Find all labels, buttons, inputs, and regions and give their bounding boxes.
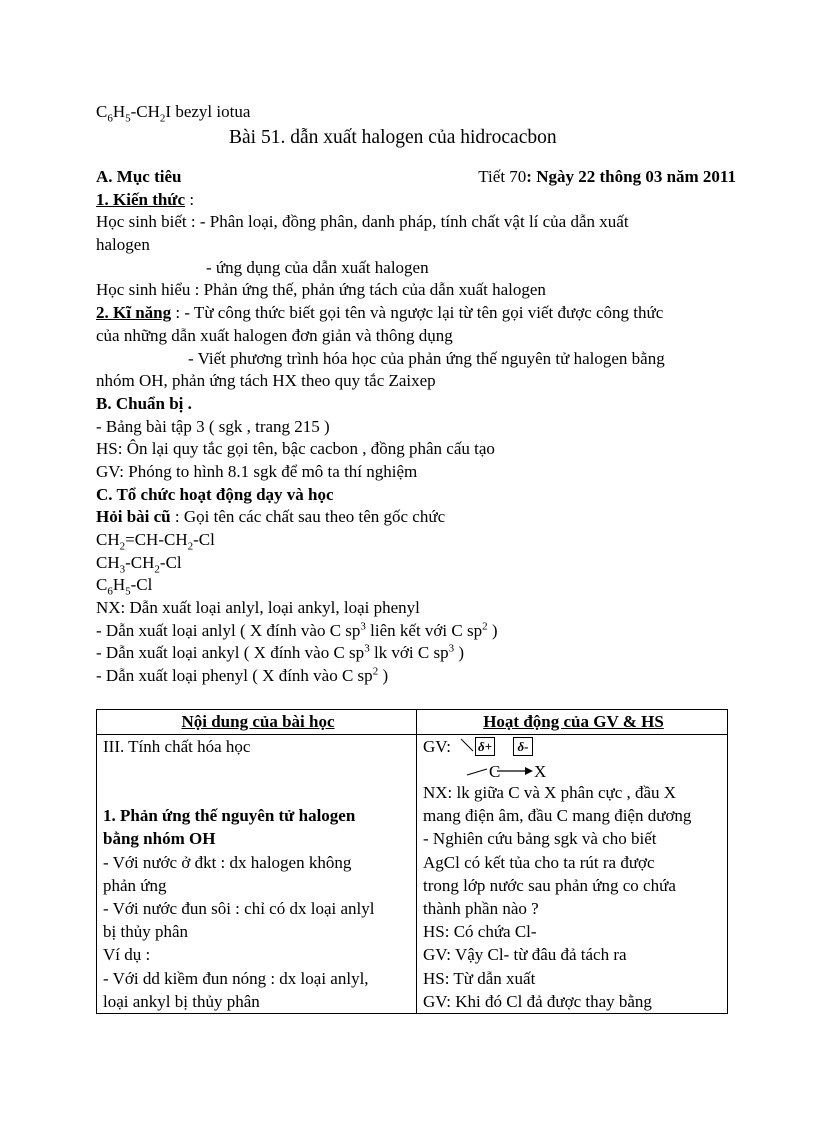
formula-line: $C_6H_5-Cl$ [96, 575, 153, 598]
text-line: NX: Dẫn xuất loại anlyl, loại ankyl, loại phenyl [96, 598, 420, 618]
text-line: GV: Phóng to hình 8.1 sgk để mô ta thí nghiệm [96, 461, 418, 481]
ki-nang-line: 2. Kĩ năng : - Từ công thức biết gọi tên và ngược lại từ tên gọi viết được công thức [96, 303, 664, 323]
text-line: - Dẫn xuất loại phenyl ( X đính vào C $sp^2$ ) [96, 665, 389, 686]
text-line: - Dẫn xuất loại anlyl ( X đính vào C $sp^3$ liên kết với C $sp^2$ ) [96, 620, 498, 640]
content-cell: III. Tính chất hóa học 1. Phản ứng thế nguyên tử halogen bằng nhóm OH - Với nước ở đkt : dx halogen không phản ứng - Với nước đun sôi : chỉ có dx loại anlyl bị thủy phân Ví dụ : - Với dd kiềm đun nóng : dx loại anlyl, loại ankyl bị thủy phân [97, 735, 417, 1014]
column-header-activity: Hoạt động của GV & HS [417, 710, 728, 735]
document-page [96, 0, 736, 688]
bond-halogen-label: X [534, 762, 547, 781]
delta-minus-box: δ- [513, 737, 533, 756]
formula-line: $CH_3-CH_2-Cl$ [96, 552, 182, 576]
activity-cell: GV: C X δ+ δ- NX: lk giữa C và X phân cực , đầu X mang điện âm, đầu C mang điện dương - Nghiên cứu bảng sgk và cho biết AgCl có kết tủa cho ta rút ra được trong lớp nước sau phản ứng co chứa thành phần nào ? HS: Có chứa Cl- GV: Vậy Cl- từ đâu đả tách ra HS: Từ dẫn xuất GV: Khi đó Cl đả được thay bằng [417, 735, 728, 1014]
text-line: Học sinh hiểu : Phản ứng thế, phản ứng tách của dẫn xuất halogen [96, 280, 546, 300]
section-a-heading: A. Mục tiêu [96, 166, 182, 186]
text-line: - Dẫn xuất loại ankyl ( X đính vào C $sp^3$ lk với C $sp^3$ ) [96, 642, 464, 663]
text-line: - Viết phương trình hóa học của phản ứng thế nguyên tử halogen bằng [188, 348, 665, 368]
top-note: $C_6H_5-CH_2I$ bezyl iotua [96, 102, 251, 125]
column-header-content: Nội dung của bài học [97, 710, 417, 735]
kien-thuc-heading: 1. Kiến thức : [96, 189, 195, 209]
text-line: - ứng dụng của dẫn xuất halogen [206, 257, 429, 277]
text-line: - Bảng bài tập 3 ( sgk , trang 215 ) [96, 416, 330, 436]
table-row [97, 735, 728, 1014]
text-line: nhóm OH, phản ứng tách HX theo quy tắc Zaixep [96, 371, 436, 391]
lesson-table [96, 709, 728, 1014]
polar-bond-icon [453, 735, 563, 781]
text-line: halogen [96, 235, 150, 255]
delta-plus-box: δ+ [475, 737, 495, 756]
section-b-heading: B. Chuẩn bị . [96, 393, 192, 413]
text-line: HS: Ôn lại quy tắc gọi tên, bậc cacbon , đồng phân cấu tạo [96, 439, 495, 459]
bond-diagram: GV: C X δ+ δ- [423, 735, 724, 781]
text-line: Học sinh biết : - Phân loại, đồng phân, danh pháp, tính chất vật lí của dẫn xuất [96, 212, 629, 232]
page-title: Bài 51. dẫn xuất halogen của hidrocacbon [229, 126, 557, 148]
heading-row [96, 165, 736, 189]
text-line: của những dẫn xuất halogen đơn giản và thông dụng [96, 325, 453, 345]
section-c-heading: C. Tổ chức hoạt động dạy và học [96, 484, 334, 504]
date-line: Tiết 70: Ngày 22 thông 03 năm 2011 [478, 166, 736, 186]
bond-carbon-label: C [489, 762, 501, 781]
formula-line: $CH_2=CH-CH_2-Cl$ [96, 530, 215, 553]
hoi-bai-cu-line: Hỏi bài cũ : Gọi tên các chất sau theo tên gốc chức [96, 507, 446, 527]
table-header-row [97, 710, 728, 735]
